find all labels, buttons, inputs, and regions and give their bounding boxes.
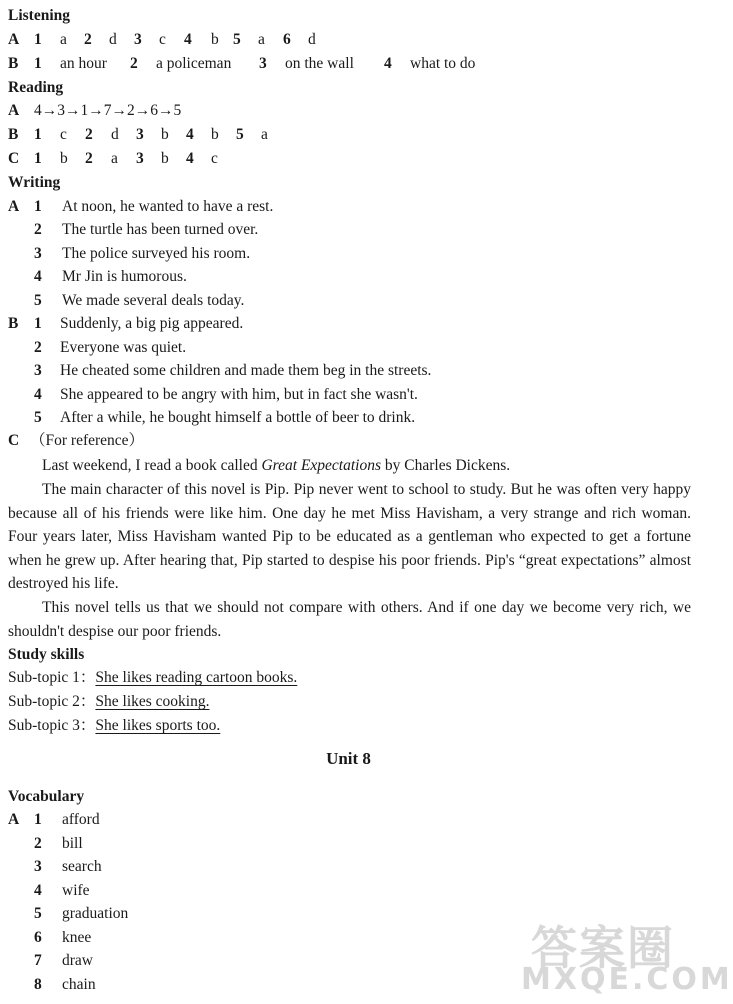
subtopic-label: Sub-topic 1： xyxy=(8,669,96,686)
writing-b-row xyxy=(34,361,431,381)
item-number: 2 xyxy=(130,55,138,72)
answer: a xyxy=(261,126,268,143)
writing-a-row xyxy=(8,197,273,217)
writing-b-row xyxy=(8,314,243,334)
item-number: 7 xyxy=(34,952,42,969)
essay-text: Last weekend, I read a book called xyxy=(42,457,262,474)
item-number: 5 xyxy=(34,409,42,426)
vocab-row xyxy=(34,881,90,901)
answer: b xyxy=(161,150,169,167)
answer: what to do xyxy=(410,55,476,72)
answer: d xyxy=(308,31,316,48)
listening-heading: Listening xyxy=(8,7,71,24)
item-number: 4 xyxy=(186,150,194,167)
listening-a-row xyxy=(8,30,316,50)
item-number: 2 xyxy=(34,221,42,238)
vocab-word: search xyxy=(62,858,102,875)
listening-b-row xyxy=(8,54,475,74)
study-skills-heading: Study skills xyxy=(8,646,85,663)
answer: a xyxy=(60,31,67,48)
answer: b xyxy=(161,126,169,143)
sentence: Everyone was quiet. xyxy=(60,339,187,356)
item-number: 4 xyxy=(186,126,194,143)
answer: a xyxy=(111,150,118,167)
item-number: 3 xyxy=(34,858,42,875)
sentence: Mr Jin is humorous. xyxy=(62,268,187,285)
vocab-word: graduation xyxy=(62,905,129,922)
order-answer: 4→3→1→7→2→6→5 xyxy=(34,102,182,119)
item-number: 5 xyxy=(236,126,244,143)
writing-a-row xyxy=(34,244,250,264)
part-label: A xyxy=(8,811,20,828)
answer: d xyxy=(111,126,119,143)
sentence: The turtle has been turned over. xyxy=(62,221,259,238)
answer: a xyxy=(258,31,265,48)
answer: d xyxy=(109,31,117,48)
part-label: A xyxy=(8,31,20,48)
essay-text: by Charles Dickens. xyxy=(381,457,511,474)
reading-c-row xyxy=(8,149,218,169)
vocab-word: bill xyxy=(62,835,83,852)
subtopic-answer: She likes sports too. xyxy=(95,717,221,734)
vocab-word: chain xyxy=(62,976,96,993)
item-number: 1 xyxy=(34,811,42,828)
sentence: After a while, he bought himself a bottle of beer to drink. xyxy=(60,409,416,426)
sentence: At noon, he wanted to have a rest. xyxy=(62,198,274,215)
part-label: C xyxy=(8,432,20,449)
item-number: 6 xyxy=(34,929,42,946)
answer: c xyxy=(211,150,218,167)
answer: a policeman xyxy=(156,55,232,72)
writing-heading: Writing xyxy=(8,174,61,191)
item-number: 5 xyxy=(34,292,42,309)
part-label: C xyxy=(8,150,20,167)
item-number: 8 xyxy=(34,976,42,993)
item-number: 3 xyxy=(34,362,42,379)
subtopic-label: Sub-topic 3： xyxy=(8,717,96,734)
item-number: 4 xyxy=(384,55,392,72)
item-number: 4 xyxy=(184,31,192,48)
item-number: 4 xyxy=(34,268,42,285)
answer: on the wall xyxy=(285,55,354,72)
subtopic-label: Sub-topic 2： xyxy=(8,693,96,710)
item-number: 2 xyxy=(84,31,92,48)
item-number: 3 xyxy=(34,245,42,262)
item-number: 3 xyxy=(134,31,142,48)
part-label: B xyxy=(8,126,19,143)
reading-a-row xyxy=(8,101,181,121)
answer: b xyxy=(211,126,219,143)
vocab-word: knee xyxy=(62,929,92,946)
watermark-domain: MXQE.COM xyxy=(521,962,733,997)
item-number: 2 xyxy=(85,126,93,143)
answer: an hour xyxy=(60,55,107,72)
item-number: 1 xyxy=(34,315,42,332)
part-label: B xyxy=(8,55,19,72)
item-number: 4 xyxy=(34,882,42,899)
part-label: B xyxy=(8,315,19,332)
item-number: 3 xyxy=(136,126,144,143)
answer: b xyxy=(60,150,68,167)
sentence: He cheated some children and made them beg in the streets. xyxy=(60,362,432,379)
item-number: 4 xyxy=(34,386,42,403)
item-number: 1 xyxy=(34,150,42,167)
item-number: 3 xyxy=(136,150,144,167)
vocabulary-heading: Vocabulary xyxy=(8,788,85,805)
vocab-word: afford xyxy=(62,811,100,828)
writing-b-row xyxy=(34,385,418,405)
item-number: 1 xyxy=(34,31,42,48)
vocab-word: wife xyxy=(62,882,90,899)
vocab-row xyxy=(34,975,96,995)
item-number: 1 xyxy=(34,198,42,215)
sentence: The police surveyed his room. xyxy=(62,245,251,262)
item-number: 2 xyxy=(34,835,42,852)
subtopic-answer: She likes reading cartoon books. xyxy=(95,669,298,686)
item-number: 1 xyxy=(34,55,42,72)
item-number: 1 xyxy=(34,126,42,143)
sentence: She appeared to be angry with him, but in fact she wasn't. xyxy=(60,386,418,403)
subtopic-row xyxy=(8,668,297,688)
site-watermark xyxy=(521,912,733,1000)
vocab-row xyxy=(34,928,91,948)
essay-paragraph-1 xyxy=(8,454,691,478)
reading-b-row xyxy=(8,125,268,145)
essay-paragraph-2: The main character of this novel is Pip. Pip never went to school to study. But he was often very happy because all of his friends were like him. One day he met Miss Havisham, a very strange and rich woman. Four years later, Miss Havisham wanted Pip to be educated as a gentleman who expected to get a fortune when he grew up. After hearing that, Pip started to despise his poor friends. Pip's “great expectations” almost destroyed his life. xyxy=(8,481,691,592)
part-label: A xyxy=(8,102,20,119)
writing-c-row xyxy=(8,431,144,451)
vocab-row xyxy=(34,904,128,924)
writing-b-row xyxy=(34,408,415,428)
vocab-row xyxy=(34,951,93,971)
answer: b xyxy=(211,31,219,48)
vocab-row xyxy=(34,834,83,854)
subtopic-answer: She likes cooking. xyxy=(95,693,210,710)
sentence: We made several deals today. xyxy=(62,292,245,309)
subtopic-row xyxy=(8,692,210,712)
writing-a-row xyxy=(34,291,244,311)
unit-title: Unit 8 xyxy=(326,749,371,768)
vocab-row xyxy=(34,857,102,877)
part-label: A xyxy=(8,198,20,215)
item-number: 5 xyxy=(233,31,241,48)
item-number: 6 xyxy=(283,31,291,48)
item-number: 5 xyxy=(34,905,42,922)
watermark-logo-text: 答案圈 xyxy=(531,921,675,975)
answer: c xyxy=(159,31,166,48)
vocab-row xyxy=(8,810,100,830)
writing-a-row xyxy=(34,267,187,287)
writing-a-row xyxy=(34,220,258,240)
book-title: Great Expectations xyxy=(261,457,382,474)
reference-note: （For reference） xyxy=(30,432,145,449)
subtopic-row xyxy=(8,716,220,736)
item-number: 2 xyxy=(34,339,42,356)
item-number: 3 xyxy=(259,55,267,72)
reading-heading: Reading xyxy=(8,79,64,96)
vocab-word: draw xyxy=(62,952,93,969)
essay-paragraph-3: This novel tells us that we should not compare with others. And if one day we become very rich, we shouldn't despise our poor friends. xyxy=(8,599,691,640)
answer: c xyxy=(60,126,67,143)
sentence: Suddenly, a big pig appeared. xyxy=(60,315,244,332)
item-number: 2 xyxy=(85,150,93,167)
writing-b-row xyxy=(34,338,186,358)
